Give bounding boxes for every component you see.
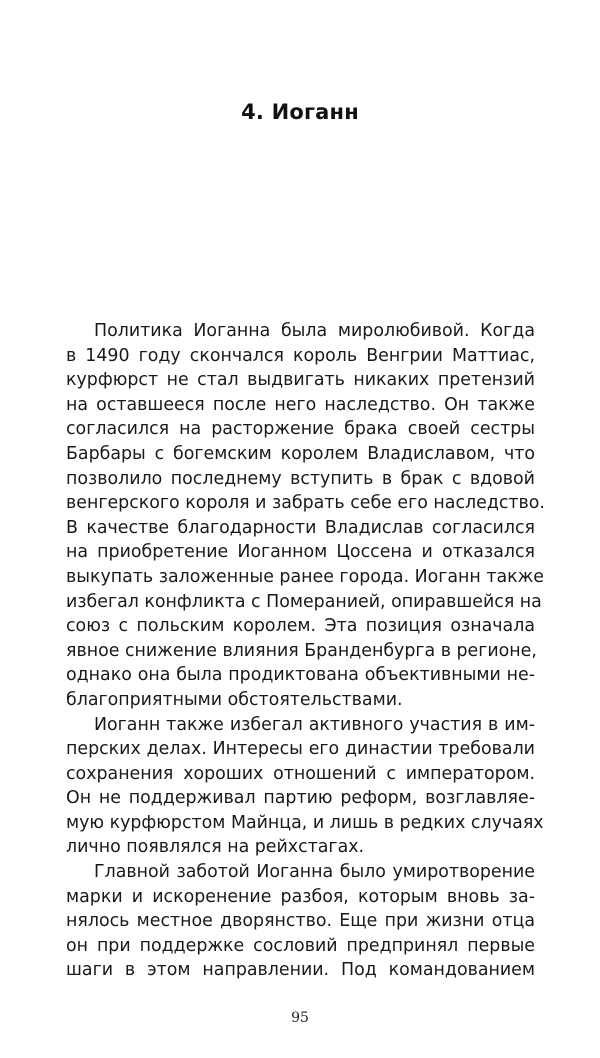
text-line: перских делах. Интересы его династии требовали bbox=[66, 739, 535, 760]
body-text bbox=[66, 319, 545, 983]
paragraph bbox=[66, 860, 535, 983]
text-line: в 1490 году скончался король Венгрии Маттиас, bbox=[66, 345, 535, 366]
chapter-title: 4. Иоганн bbox=[241, 100, 359, 124]
text-line: позволило последнему вступить в брак с вдовой bbox=[66, 468, 535, 489]
text-line: лично появлялся на рейхстагах. bbox=[66, 837, 365, 858]
text-line: В качестве благодарности Владислав согласился bbox=[66, 517, 535, 538]
text-line: марки и искоренение разбоя, которым вновь за- bbox=[66, 886, 535, 907]
text-line: на оставшееся после него наследство. Он также bbox=[66, 394, 535, 415]
text-line: Политика Иоганна была миролюбивой. Когда bbox=[94, 321, 535, 341]
text-line: Иоганн также избегал активного участия в им- bbox=[94, 714, 535, 735]
text-line: выкупать заложенные ранее города. Иоганн также bbox=[66, 566, 544, 587]
text-line: Барбары с богемским королем Владиславом, что bbox=[66, 443, 535, 464]
text-line: союз с польским королем. Эта позиция означала bbox=[66, 616, 535, 637]
text-line: мую курфюрстом Майнца, и лишь в редких случаях bbox=[66, 812, 544, 833]
text-line: согласился на расторжение брака своей сестры bbox=[66, 419, 535, 440]
text-line: нялось местное дворянство. Еще при жизни отца bbox=[66, 911, 535, 932]
text-line: шаги в этом направлении. Под командованием bbox=[66, 960, 535, 981]
text-line: курфюрст не стал выдвигать никаких претензий bbox=[66, 370, 535, 391]
paragraph bbox=[66, 319, 545, 713]
paragraph bbox=[66, 713, 544, 861]
text-line: явное снижение влияния Бранденбурга в регионе, bbox=[66, 640, 537, 661]
text-line: избегал конфликта с Померанией, опиравшейся на bbox=[66, 591, 542, 612]
text-line: венгерского короля и забрать себе его наследство. bbox=[66, 493, 545, 514]
text-line: сохранения хороших отношений с императором. bbox=[66, 763, 535, 784]
text-line: на приобретение Иоганном Цоссена и отказался bbox=[66, 542, 535, 563]
page-number: 95 bbox=[291, 1010, 309, 1026]
text-line: однако она была продиктована объективными не- bbox=[66, 665, 535, 686]
text-line: Он не поддерживал партию реформ, возглавляе- bbox=[66, 788, 535, 809]
text-line: он при поддержке сословий предпринял первые bbox=[66, 935, 535, 956]
text-line: Главной заботой Иоганна было умиротворение bbox=[94, 862, 535, 883]
text-line: благоприятными обстоятельствами. bbox=[66, 689, 403, 710]
